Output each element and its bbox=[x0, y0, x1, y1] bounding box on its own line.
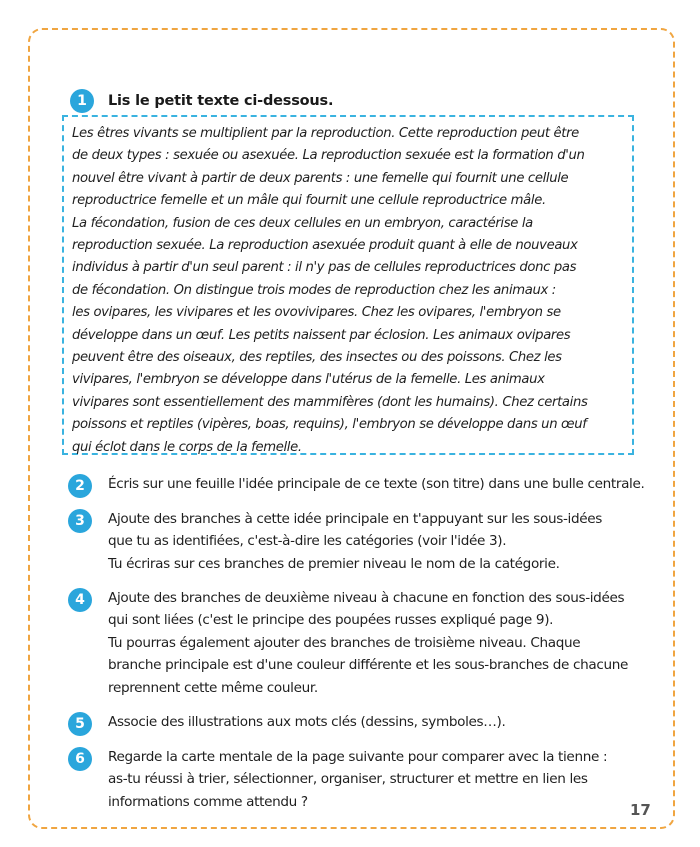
step-5-text bbox=[108, 711, 505, 733]
reading-line: nouvel être vivant à partir de deux parents : une femelle qui fournit une cellule bbox=[72, 170, 569, 186]
page-number: 17 bbox=[630, 801, 651, 819]
reading-line: vivipares, l'embryon se développe dans l'utérus de la femelle. Les animaux bbox=[72, 372, 545, 388]
step-number-badge: 5 bbox=[68, 712, 92, 736]
step-1-title: Lis le petit texte ci-dessous. bbox=[108, 93, 334, 109]
step-line: as-tu réussi à trier, sélectionner, organiser, structurer et mettre en lien les bbox=[108, 771, 588, 788]
step-line: Ajoute des branches à cette idée principale en t'appuyant sur les sous-idées bbox=[108, 511, 602, 527]
step-line: qui sont liées (c'est le principe des poupées russes expliqué page 9). bbox=[108, 612, 554, 629]
reading-line: peuvent être des oiseaux, des reptiles, des insectes ou des poissons. Chez les bbox=[72, 350, 562, 366]
step-number-badge: 4 bbox=[68, 588, 92, 612]
reading-text-box bbox=[62, 115, 634, 455]
step-line: Ajoute des branches de deuxième niveau à chacune en fonction des sous-idées bbox=[108, 590, 625, 606]
reading-line: de fécondation. On distingue trois modes de reproduction chez les animaux : bbox=[72, 282, 556, 298]
step-4-text bbox=[108, 587, 628, 699]
step-1-heading bbox=[70, 89, 333, 113]
step-number-badge: 1 bbox=[70, 89, 94, 113]
step-2 bbox=[68, 473, 644, 498]
reading-line: reproduction sexuée. La reproduction asexuée produit quant à elle de nouveaux bbox=[72, 238, 578, 254]
step-5 bbox=[68, 711, 505, 736]
step-line: Écris sur une feuille l'idée principale de ce texte (son titre) dans une bulle centrale. bbox=[108, 476, 645, 492]
step-line: Tu écriras sur ces branches de premier niveau le nom de la catégorie. bbox=[108, 555, 560, 572]
step-4 bbox=[68, 587, 628, 699]
reading-line: de deux types : sexuée ou asexuée. La reproduction sexuée est la formation d'un bbox=[72, 148, 585, 164]
step-line: Associe des illustrations aux mots clés (dessins, symboles…). bbox=[108, 714, 506, 730]
step-line: Tu pourras également ajouter des branches de troisième niveau. Chaque bbox=[108, 634, 581, 651]
reading-line: les ovipares, les vivipares et les ovovivipares. Chez les ovipares, l'embryon se bbox=[72, 305, 561, 321]
step-2-text bbox=[108, 473, 644, 495]
step-3 bbox=[68, 508, 602, 575]
step-number-badge: 6 bbox=[68, 747, 92, 771]
step-6-text bbox=[108, 746, 607, 813]
step-number-badge: 3 bbox=[68, 509, 92, 533]
step-line: que tu as identifiées, c'est-à-dire les catégories (voir l'idée 3). bbox=[108, 533, 507, 550]
step-line: branche principale est d'une couleur différente et les sous-branches de chacune bbox=[108, 657, 629, 674]
reading-line: La fécondation, fusion de ces deux cellules en un embryon, caractérise la bbox=[72, 215, 533, 231]
reading-line: poissons et reptiles (vipères, boas, requins), l'embryon se développe dans un œuf bbox=[72, 417, 587, 433]
reading-line: vivipares sont essentiellement des mammifères (dont les humains). Chez certains bbox=[72, 394, 588, 410]
step-line: informations comme attendu ? bbox=[108, 793, 308, 810]
reading-line: développe dans un œuf. Les petits naissent par éclosion. Les animaux ovipares bbox=[72, 327, 571, 343]
step-6 bbox=[68, 746, 607, 813]
step-line: reprennent cette même couleur. bbox=[108, 679, 318, 696]
reading-line: reproductrice femelle et un mâle qui fournit une cellule reproductrice mâle. bbox=[72, 193, 546, 209]
reading-line: qui éclot dans le corps de la femelle. bbox=[72, 439, 302, 455]
reading-line: Les êtres vivants se multiplient par la reproduction. Cette reproduction peut être bbox=[72, 126, 579, 141]
step-3-text bbox=[108, 508, 602, 575]
step-line: Regarde la carte mentale de la page suivante pour comparer avec la tienne : bbox=[108, 749, 608, 765]
step-number-badge: 2 bbox=[68, 474, 92, 498]
reading-line: individus à partir d'un seul parent : il n'y pas de cellules reproductrices donc pas bbox=[72, 260, 577, 276]
